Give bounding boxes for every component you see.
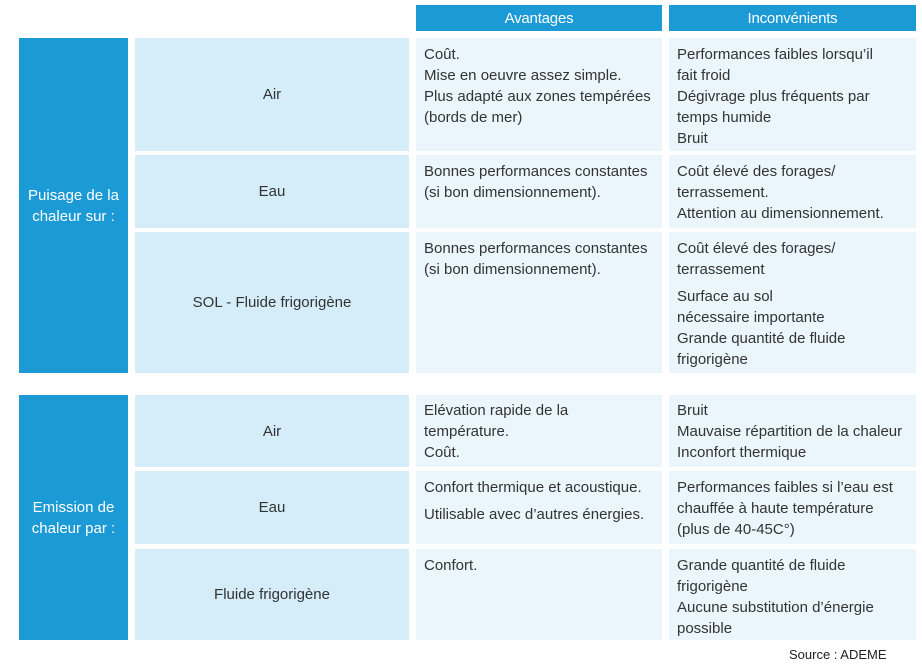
header-inconvenients-label: Inconvénients <box>747 9 838 27</box>
row-type-label: SOL - Fluide frigorigène <box>192 294 352 311</box>
cell-line: frigorigène <box>677 351 748 368</box>
row-type-label: Fluide frigorigène <box>214 586 330 603</box>
group-label-text: Puisage de la chaleur sur : <box>28 186 119 225</box>
cell-line: Bonnes performances constantes <box>424 240 648 257</box>
avantages-cell <box>416 549 662 640</box>
cell-line: Coût. <box>424 444 460 461</box>
cell-line: Utilisable avec d’autres énergies. <box>424 506 645 523</box>
row-type-cell <box>135 38 409 151</box>
cell-line: Bruit <box>677 402 708 419</box>
cell-line: Mise en oeuvre assez simple. <box>424 67 622 84</box>
inconvenients-cell <box>669 395 916 467</box>
cell-line: température. <box>424 423 510 440</box>
cell-line: Elévation rapide de la <box>424 402 569 419</box>
cell-line: Performances faibles lorsqu’il <box>677 46 873 63</box>
cell-line: (bords de mer) <box>424 109 523 126</box>
cell-line: Coût élevé des forages/ <box>677 163 836 180</box>
cell-line: possible <box>677 620 733 637</box>
group-label-text: Emission de chaleur par : <box>31 498 116 537</box>
cell-line: Grande quantité de fluide <box>677 330 846 347</box>
avantages-cell <box>416 471 662 544</box>
group-label-emission <box>19 395 128 640</box>
cell-line: Surface au sol <box>677 288 773 305</box>
row-type-label: Air <box>262 86 282 103</box>
cell-line: Grande quantité de fluide <box>677 557 846 574</box>
cell-line: Bonnes performances constantes <box>424 163 648 180</box>
cell-line: Confort. <box>424 557 478 574</box>
avantages-cell <box>416 155 662 228</box>
cell-line: terrassement. <box>677 184 769 201</box>
inconvenients-cell <box>669 232 916 373</box>
cell-line: temps humide <box>677 109 772 126</box>
avantages-cell <box>416 395 662 467</box>
row-type-label: Eau <box>258 183 286 200</box>
cell-line: nécessaire importante <box>677 309 825 326</box>
cell-line: chauffée à haute température <box>677 500 874 517</box>
source-text: Source : ADEME <box>789 647 887 662</box>
row-type-cell <box>135 471 409 544</box>
cell-line: (si bon dimensionnement). <box>424 261 601 278</box>
row-type-cell <box>135 232 409 373</box>
row-type-cell <box>135 395 409 467</box>
cell-line: Confort thermique et acoustique. <box>424 479 642 496</box>
inconvenients-cell <box>669 549 916 640</box>
header-avantages <box>416 5 662 31</box>
row-type-cell <box>135 549 409 640</box>
cell-line: fait froid <box>677 67 731 84</box>
cell-line: Plus adapté aux zones tempérées <box>424 88 651 105</box>
cell-line: Coût élevé des forages/ <box>677 240 836 257</box>
cell-line: Coût. <box>424 46 460 63</box>
cell-line: frigorigène <box>677 578 748 595</box>
cell-line: (si bon dimensionnement). <box>424 184 601 201</box>
cell-line: Attention au dimensionnement. <box>677 205 884 222</box>
inconvenients-cell <box>669 38 916 151</box>
row-type-label: Air <box>262 422 282 440</box>
cell-line: (plus de 40-45C°) <box>677 521 795 538</box>
source-note <box>789 647 887 662</box>
inconvenients-cell <box>669 471 916 544</box>
inconvenients-cell <box>669 155 916 228</box>
header-inconvenients <box>669 5 916 31</box>
header-avantages-label: Avantages <box>504 9 574 27</box>
avantages-cell <box>416 38 662 151</box>
avantages-cell <box>416 232 662 373</box>
row-type-label: Eau <box>258 499 286 516</box>
cell-line: Performances faibles si l’eau est <box>677 479 893 496</box>
cell-line: terrassement <box>677 261 765 278</box>
cell-line: Mauvaise répartition de la chaleur <box>677 423 903 440</box>
cell-line: Inconfort thermique <box>677 444 807 461</box>
cell-line: Dégivrage plus fréquents par <box>677 88 870 105</box>
row-type-cell <box>135 155 409 228</box>
cell-line: Aucune substitution d’énergie <box>677 599 874 616</box>
group-label-puisage <box>19 38 128 373</box>
cell-line: Bruit <box>677 130 708 147</box>
